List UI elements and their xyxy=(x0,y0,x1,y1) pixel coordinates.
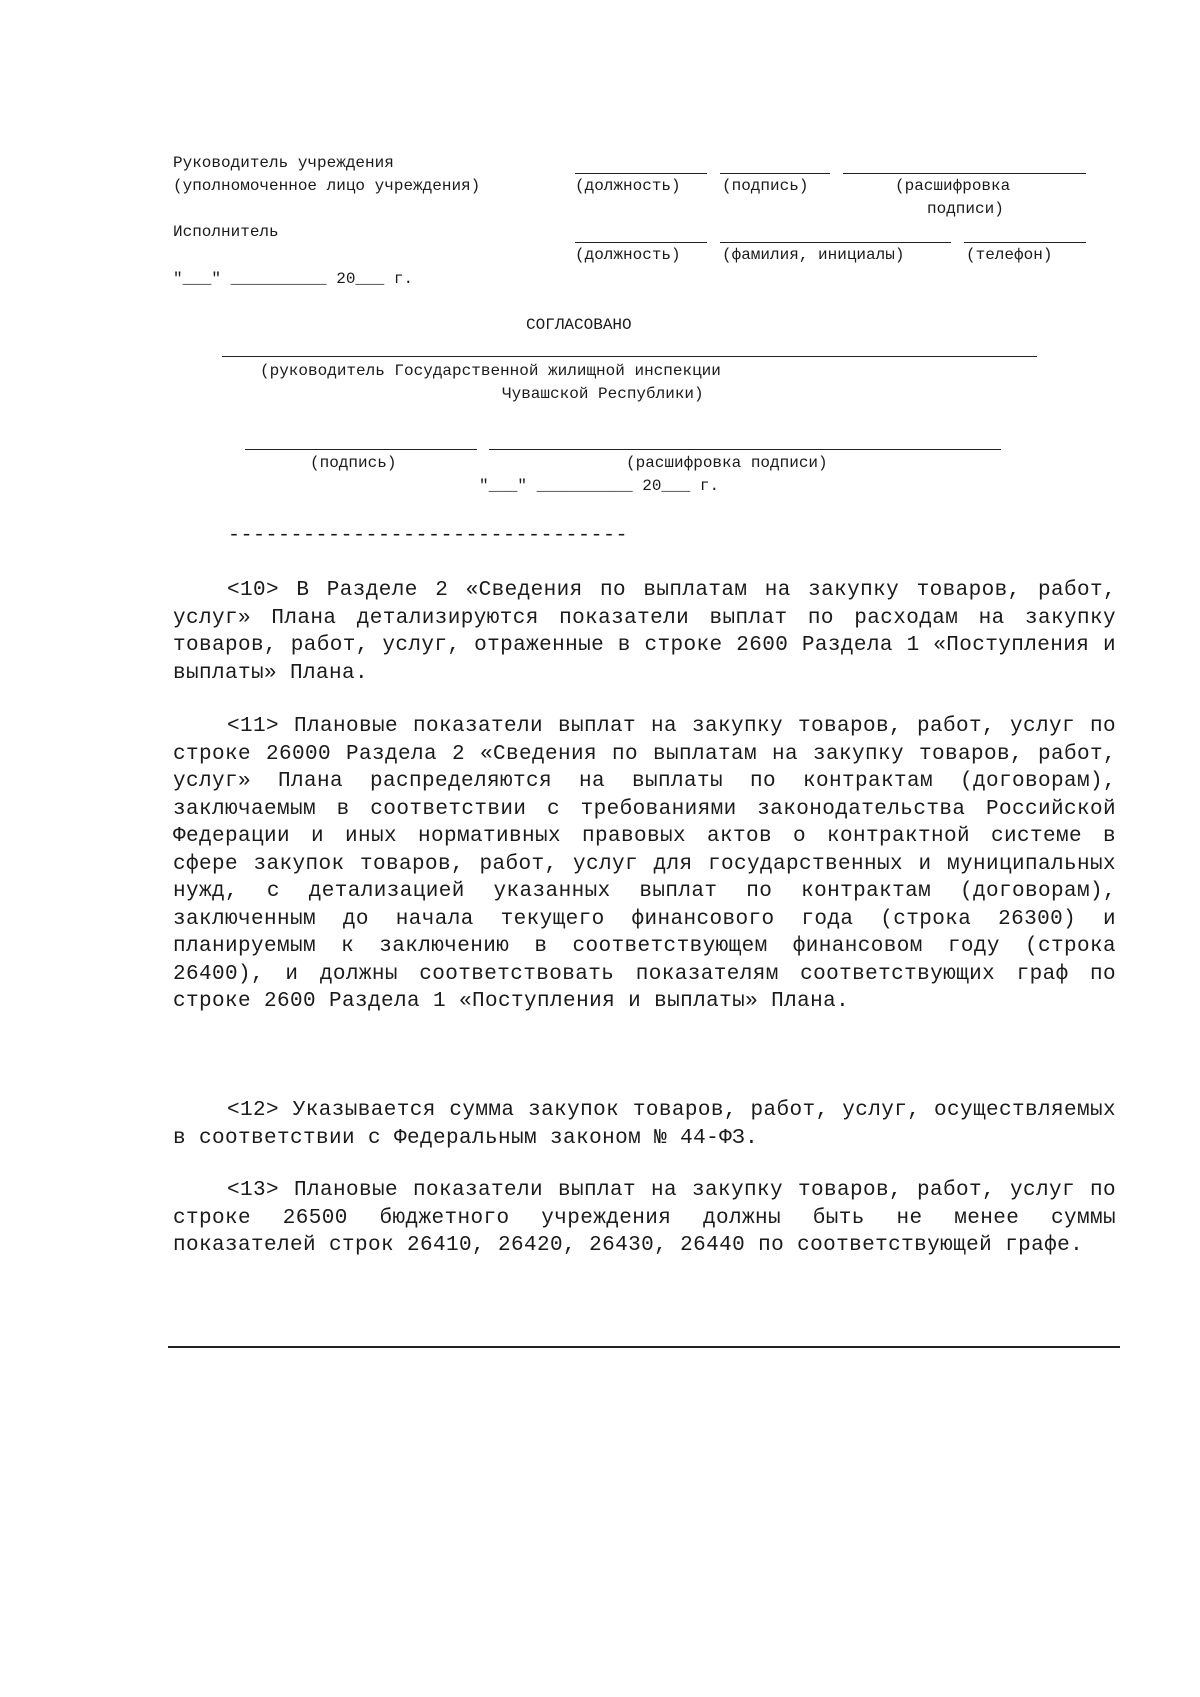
approval-signature-line xyxy=(245,449,477,450)
footnote-separator: -------------------------------- xyxy=(228,524,629,547)
footnote-13: <13> Плановые показатели выплат на закупку товаров, работ, услуг по строке 26500 бюджетного учреждения должны быть не менее суммы показателей строк 26410, 26420, 26430, 26440 по соответствующей графе. xyxy=(173,1179,1116,1257)
head-decoding-caption-1: (расшифровка xyxy=(895,177,1011,195)
executor-position-line xyxy=(575,242,707,243)
footnote-12: <12> Указывается сумма закупок товаров, работ, услуг, осуществляемых в соответствии с Федеральным законом № 44-ФЗ. xyxy=(173,1099,1116,1150)
approval-caption-1: (руководитель Государственной жилищной инспекции xyxy=(260,362,721,380)
executor-label: Исполнитель xyxy=(173,223,279,241)
approval-date-line: "___" __________ 20___ г. xyxy=(479,477,720,495)
head-label-2: (уполномоченное лицо учреждения) xyxy=(173,177,481,195)
footnote-10: <10> В Разделе 2 «Сведения по выплатам на закупку товаров, работ, услуг» Плана детализируются показатели выплат по расходам на закупку товаров, работ, услуг, отраженные в строке 2600 Раздела 1 «Поступления и выплаты» Плана. xyxy=(173,579,1116,685)
approval-title: СОГЛАСОВАНО xyxy=(526,316,632,334)
approval-caption-2: Чувашской Республики) xyxy=(502,385,704,403)
executor-name-line xyxy=(720,242,951,243)
head-position-line xyxy=(575,173,707,174)
approval-authority-line xyxy=(222,356,1037,357)
page-bottom-rule xyxy=(168,1346,1120,1348)
head-label-1: Руководитель учреждения xyxy=(173,154,394,172)
executor-phone-caption: (телефон) xyxy=(966,246,1053,264)
head-signature-line xyxy=(720,173,830,174)
approval-decoding-line xyxy=(489,449,1001,450)
approval-signature-caption: (подпись) xyxy=(310,454,397,472)
approval-decoding-caption: (расшифровка подписи) xyxy=(626,454,828,472)
head-decoding-line xyxy=(843,173,1086,174)
footnote-11: <11> Плановые показатели выплат на закупку товаров, работ, услуг по строке 26000 Раздела 2 «Сведения по выплатам на закупку товаров, работ, услуг» Плана распределяются на выплаты по контрактам (договорам), заключаемым в соответствии с требованиями законодательства Российской Федерации и иных нормативных правовых актов о контрактной системе в сфере закупок товаров, работ, услуг для государственных и муниципальных нужд, с детализацией указанных выплат по контрактам (договорам), заключенным до начала текущего финансового года (строка 26300) и планируемым к заключению в соответствующем финансовом году (строка 26400), и должны соответствовать показателям соответствующих граф по строке 2600 Раздела 1 «Поступления и выплаты» Плана. xyxy=(173,715,1116,1013)
executor-name-caption: (фамилия, инициалы) xyxy=(722,246,905,264)
head-position-caption: (должность) xyxy=(575,177,681,195)
executor-position-caption: (должность) xyxy=(575,246,681,264)
executor-phone-line xyxy=(964,242,1086,243)
executor-date-line: "___" __________ 20___ г. xyxy=(173,270,414,288)
head-decoding-caption-2: подписи) xyxy=(927,200,1004,218)
head-signature-caption: (подпись) xyxy=(722,177,809,195)
